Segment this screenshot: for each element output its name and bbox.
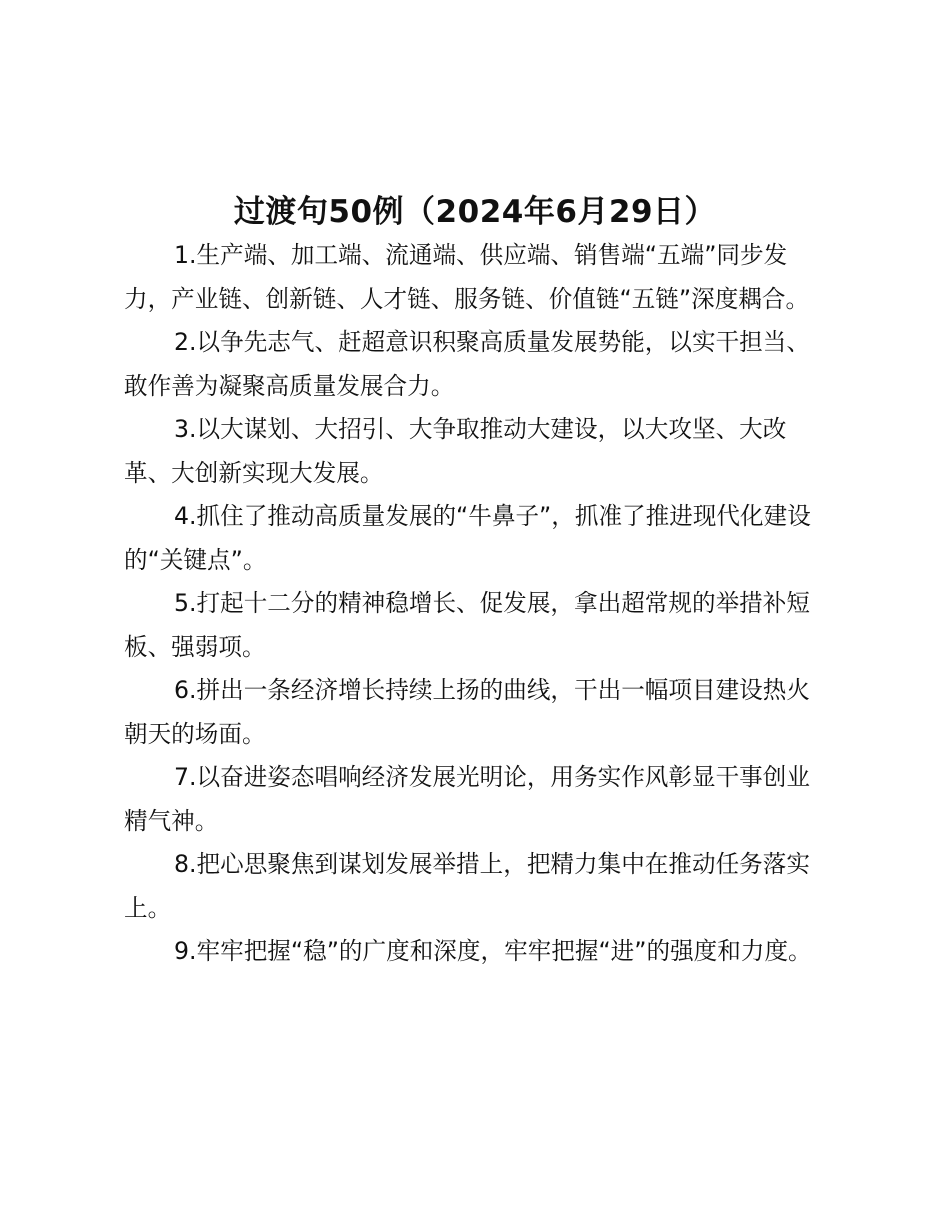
paragraph-9: 9.牢牢把握“稳”的广度和深度，牢牢把握“进”的强度和力度。: [174, 937, 812, 965]
document-title: 过渡句50例（2024年6月29日）: [233, 193, 717, 230]
paragraph-6: 6.拼出一条经济增长持续上扬的曲线，干出一幅项目建设热火朝天的场面。: [124, 676, 810, 748]
document-body: [124, 234, 824, 974]
paragraph-4: 4.抓住了推动高质量发展的“牛鼻子”，抓准了推进现代化建设的“关键点”。: [124, 502, 811, 574]
paragraph-7: 7.以奋进姿态唱响经济发展光明论，用务实作风彰显干事创业精气神。: [124, 763, 810, 835]
paragraph-5: 5.打起十二分的精神稳增长、促发展，拿出超常规的举措补短板、强弱项。: [124, 589, 810, 661]
paragraph-3: 3.以大谋划、大招引、大争取推动大建设，以大攻坚、大改革、大创新实现大发展。: [124, 415, 787, 487]
paragraph-8: 8.把心思聚焦到谋划发展举措上，把精力集中在推动任务落实上。: [124, 850, 810, 922]
paragraph-2: 2.以争先志气、赶超意识积聚高质量发展势能，以实干担当、敢作善为凝聚高质量发展合力。: [124, 328, 810, 400]
paragraph-1: 1.生产端、加工端、流通端、供应端、销售端“五端”同步发力，产业链、创新链、人才链、服务链、价值链“五链”深度耦合。: [124, 241, 810, 313]
